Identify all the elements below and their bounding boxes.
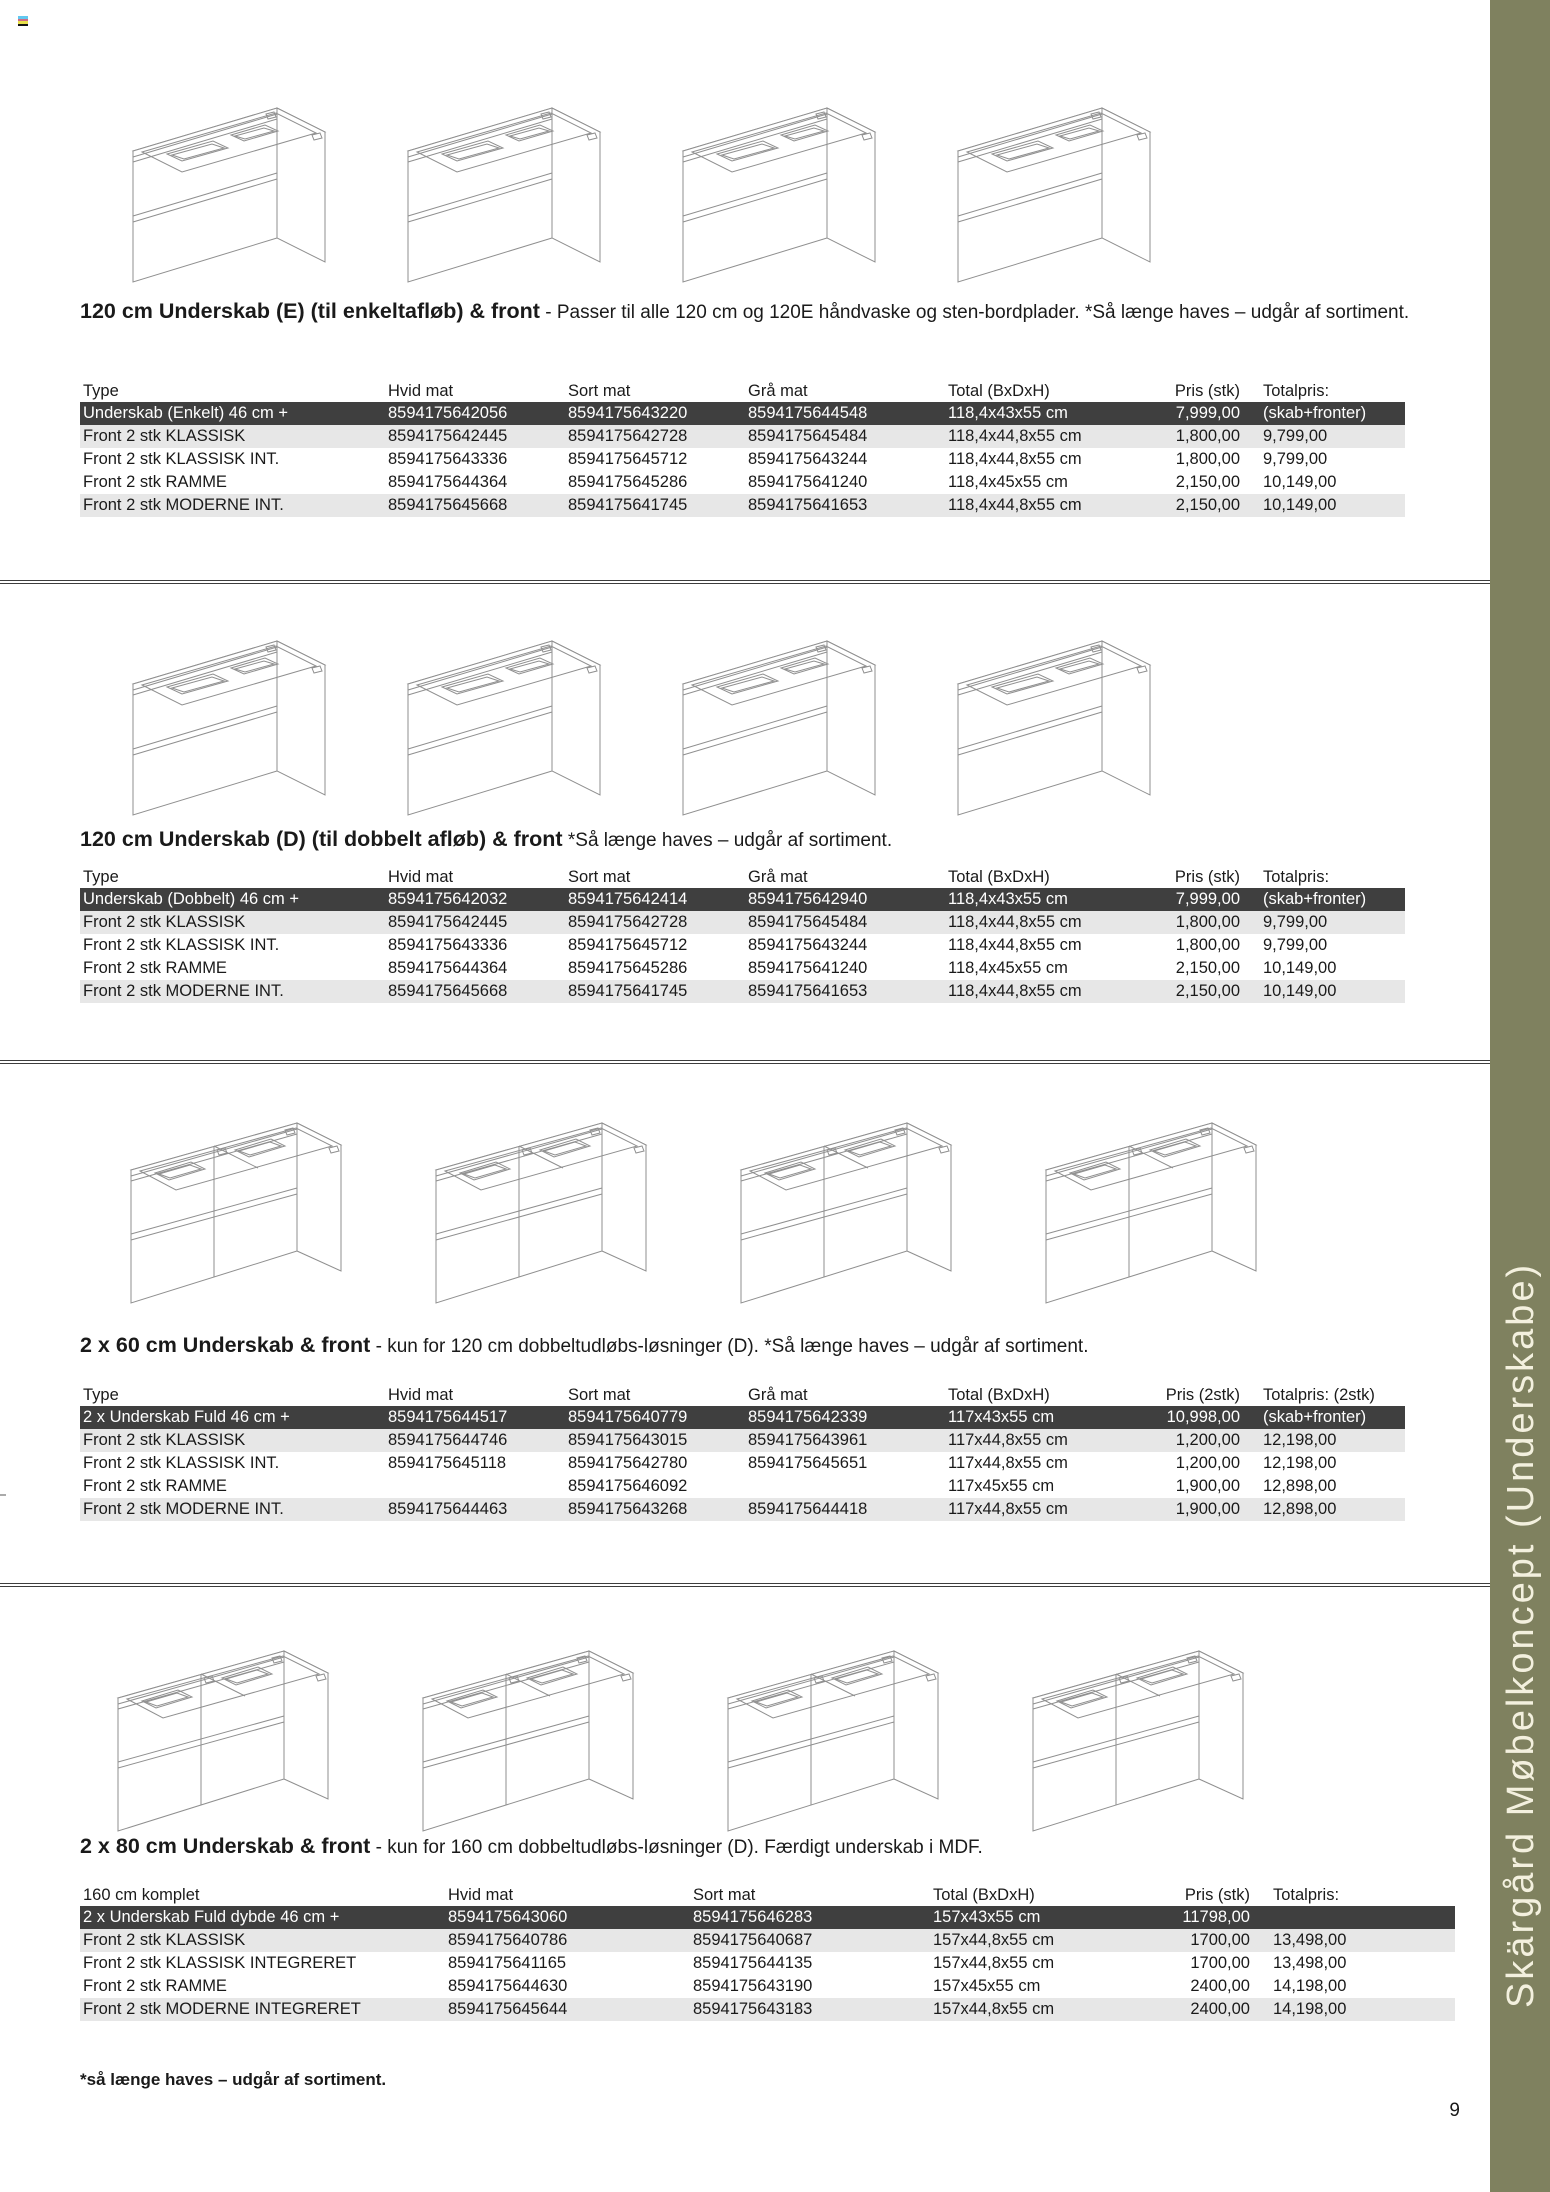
table-row (80, 471, 1405, 494)
table-cell: 117x43x55 cm (948, 1408, 1055, 1427)
column-header: Pris (2stk) (1165, 1385, 1240, 1404)
column-header: Hvid mat (388, 867, 454, 886)
section-heading-4 (80, 1833, 1435, 1861)
table-cell: 8594175644630 (448, 1977, 568, 1996)
table-cell: 8594175642940 (748, 890, 868, 909)
table-cell: 1,900,00 (1175, 1477, 1240, 1496)
table-cell: 7,999,00 (1175, 890, 1240, 909)
table-header-row (80, 376, 1405, 402)
table-cell: 8594175643336 (388, 936, 508, 955)
table-cell: 8594175644548 (748, 404, 868, 423)
table-cell (745, 1475, 945, 1498)
table-row (80, 934, 1405, 957)
column-header: Type (83, 1385, 119, 1404)
table-cell (385, 1475, 565, 1498)
column-header: 160 cm komplet (83, 1885, 200, 1904)
table-cell: 118,4x44,8x55 cm (948, 936, 1082, 955)
cabinet-illustration (125, 618, 340, 828)
table-cell: 2,150,00 (1175, 496, 1240, 515)
table-cell: 14,198,00 (1273, 1977, 1347, 1996)
table-cell: 157x44,8x55 cm (933, 2000, 1055, 2019)
table-cell: 1,800,00 (1175, 936, 1240, 955)
section-divider (0, 1060, 1490, 1064)
cabinet-illustration (722, 1628, 967, 1843)
section-subtitle: - kun for 120 cm dobbeltudløbs-løsninger (D). *Så længe haves – udgår af sortiment. (370, 1336, 1089, 1357)
table-cell: 8594175646092 (568, 1477, 688, 1496)
table-cell: Front 2 stk KLASSISK (83, 1431, 246, 1450)
cabinet-illustration (400, 85, 615, 295)
footnote: *så længe haves – udgår af sortiment. (80, 2070, 387, 2089)
section-heading-3 (80, 1332, 1435, 1360)
table-cell: 8594175643060 (448, 1908, 568, 1927)
table-cell: 8594175644746 (388, 1431, 508, 1450)
column-header: Hvid mat (388, 381, 454, 400)
table-cell: 12,198,00 (1263, 1431, 1337, 1450)
column-header: Grå mat (748, 1385, 808, 1404)
table-cell: 8594175644364 (388, 473, 508, 492)
cabinet-illustrations-row-2 (125, 618, 1165, 828)
table-cell: Front 2 stk KLASSISK INT. (83, 450, 280, 469)
table-cell: 1,800,00 (1175, 450, 1240, 469)
sidebar-vertical-label: Skärgård Møbelkoncept (Underskabe) (1500, 1261, 1542, 2008)
column-header: Type (83, 867, 119, 886)
table-cell: 12,898,00 (1263, 1477, 1337, 1496)
table-row (80, 425, 1405, 448)
table-cell: 8594175640687 (693, 1931, 813, 1950)
table-cell: 8594175643190 (693, 1977, 813, 1996)
column-header: Sort mat (568, 381, 631, 400)
column-header: Total (BxDxH) (948, 381, 1050, 400)
table-cell: 8594175643244 (748, 450, 868, 469)
cabinet-illustration (675, 85, 890, 295)
table-cell: 2,150,00 (1175, 959, 1240, 978)
table-row (80, 888, 1405, 911)
column-header: Grå mat (748, 867, 808, 886)
table-cell: 2400,00 (1190, 2000, 1250, 2019)
table-cell: 10,998,00 (1166, 1408, 1240, 1427)
section-subtitle: *Så længe haves – udgår af sortiment. (562, 830, 893, 851)
table-cell: (skab+fronter) (1263, 404, 1367, 423)
table-cell: 1,800,00 (1175, 913, 1240, 932)
table-row (80, 1498, 1405, 1521)
table-cell (1270, 1906, 1455, 1929)
table-row (80, 1475, 1405, 1498)
table-row (80, 957, 1405, 980)
cabinet-illustration (950, 618, 1165, 828)
table-cell: Front 2 stk MODERNE INT. (83, 982, 284, 1001)
print-registration-mark (18, 16, 28, 26)
table-cell: 157x44,8x55 cm (933, 1954, 1055, 1973)
cabinet-illustration (675, 618, 890, 828)
section-divider (0, 580, 1490, 584)
table-row (80, 980, 1405, 1003)
table-cell: 10,149,00 (1263, 496, 1337, 515)
table-cell: 8594175644517 (388, 1408, 508, 1427)
table-cell: 118,4x43x55 cm (948, 890, 1068, 909)
table-header-row (80, 1380, 1405, 1406)
cabinet-illustration (417, 1628, 662, 1843)
table-cell: Front 2 stk KLASSISK INTEGRERET (83, 1954, 357, 1973)
table-cell: 8594175641745 (568, 982, 688, 1001)
table-cell: (skab+fronter) (1263, 1408, 1367, 1427)
table-cell: 2,150,00 (1175, 473, 1240, 492)
table-cell: 1700,00 (1190, 1954, 1250, 1973)
table-cell: Front 2 stk KLASSISK INT. (83, 1454, 280, 1473)
table-cell: 8594175643244 (748, 936, 868, 955)
table-cell: 10,149,00 (1263, 473, 1337, 492)
table-cell: Front 2 stk KLASSISK (83, 913, 246, 932)
table-cell: 2,150,00 (1175, 982, 1240, 1001)
table-cell: 8594175642414 (568, 890, 688, 909)
table-cell: 8594175645651 (748, 1454, 868, 1473)
column-header: Total (BxDxH) (948, 1385, 1050, 1404)
table-cell: 8594175640779 (568, 1408, 688, 1427)
table-cell: 1,900,00 (1175, 1500, 1240, 1519)
table-cell: 8594175642780 (568, 1454, 688, 1473)
table-cell: 13,498,00 (1273, 1931, 1347, 1950)
sidebar (1490, 0, 1550, 2192)
table-cell: 8594175645668 (388, 496, 508, 515)
table-cell: 8594175641240 (748, 473, 868, 492)
table-row (80, 1975, 1455, 1998)
column-header: Total (BxDxH) (933, 1885, 1035, 1904)
table-row (80, 1406, 1405, 1429)
column-header: Totalpris: (1263, 867, 1330, 886)
column-header: Hvid mat (448, 1885, 514, 1904)
table-cell: 1,800,00 (1175, 427, 1240, 446)
table-cell: 8594175642445 (388, 427, 508, 446)
price-table-2 (80, 862, 1405, 1003)
table-cell: 8594175642728 (568, 427, 688, 446)
cabinet-illustration (430, 1100, 675, 1315)
table-cell: 8594175641653 (748, 982, 868, 1001)
table-cell: 8594175644364 (388, 959, 508, 978)
page-number: 9 (1449, 2100, 1460, 2121)
table-header-row (80, 1880, 1455, 1906)
table-cell: 8594175643183 (693, 2000, 813, 2019)
table-cell: 9,799,00 (1263, 427, 1328, 446)
cabinet-illustration (125, 1100, 370, 1315)
table-cell: Front 2 stk RAMME (83, 1977, 227, 1996)
table-cell: 8594175645712 (568, 450, 688, 469)
table-cell: Front 2 stk KLASSISK (83, 1931, 246, 1950)
table-cell: 8594175645644 (448, 2000, 568, 2019)
print-tick (0, 1494, 6, 1496)
section-title: 2 x 80 cm Underskab & front (80, 1834, 371, 1858)
table-header-row (80, 862, 1405, 888)
table-cell: 2 x Underskab Fuld 46 cm + (83, 1408, 290, 1427)
table-row (80, 448, 1405, 471)
cabinet-illustration (1027, 1628, 1272, 1843)
table-row (80, 1452, 1405, 1475)
table-cell: 8594175643336 (388, 450, 508, 469)
table-cell: 11798,00 (1182, 1908, 1250, 1927)
table-cell: 8594175642032 (388, 890, 508, 909)
section-title: 2 x 60 cm Underskab & front (80, 1333, 371, 1357)
cabinet-illustrations-row-3 (125, 1100, 1285, 1315)
table-cell: 8594175640786 (448, 1931, 568, 1950)
cabinet-illustration (1040, 1100, 1285, 1315)
column-header: Pris (stk) (1174, 867, 1240, 886)
table-cell: 118,4x45x55 cm (948, 959, 1068, 978)
table-cell: 117x44,8x55 cm (948, 1454, 1068, 1473)
table-cell: Front 2 stk RAMME (83, 959, 227, 978)
section-subtitle: - kun for 160 cm dobbeltudløbs-løsninger (D). Færdigt underskab i MDF. (370, 1837, 983, 1858)
table-cell: 117x44,8x55 cm (948, 1500, 1068, 1519)
table-cell: Underskab (Enkelt) 46 cm + (83, 404, 288, 423)
cabinet-illustration (950, 85, 1165, 295)
table-row (80, 402, 1405, 425)
table-cell: 7,999,00 (1175, 404, 1240, 423)
table-cell: 8594175644463 (388, 1500, 508, 1519)
table-cell: 8594175642445 (388, 913, 508, 932)
table-cell: 1,200,00 (1175, 1431, 1240, 1450)
table-cell: 9,799,00 (1263, 913, 1328, 932)
column-header: Pris (stk) (1184, 1885, 1250, 1904)
table-cell: Front 2 stk MODERNE INTEGRERET (83, 2000, 361, 2019)
table-cell: 118,4x43x55 cm (948, 404, 1068, 423)
cabinet-illustration (735, 1100, 980, 1315)
table-cell: 8594175643220 (568, 404, 688, 423)
table-cell: 8594175645118 (388, 1454, 507, 1473)
table-cell: 8594175642339 (748, 1408, 868, 1427)
cabinet-illustration (400, 618, 615, 828)
table-cell: 8594175641745 (568, 496, 688, 515)
column-header: Pris (stk) (1174, 381, 1240, 400)
section-subtitle: - Passer til alle 120 cm og 120E håndvaske og sten-bordplader. *Så længe haves – udgår af sortiment. (539, 302, 1410, 323)
table-row (80, 494, 1405, 517)
table-cell: Front 2 stk RAMME (83, 473, 227, 492)
price-table-3 (80, 1380, 1405, 1521)
table-cell: 118,4x44,8x55 cm (948, 913, 1082, 932)
table-cell: 8594175645484 (748, 427, 868, 446)
table-row (80, 1998, 1455, 2021)
column-header: Grå mat (748, 381, 808, 400)
table-cell: 8594175642056 (388, 404, 508, 423)
table-cell: 14,198,00 (1273, 2000, 1347, 2019)
table-cell: 1700,00 (1190, 1931, 1250, 1950)
table-cell: 8594175643015 (568, 1431, 688, 1450)
table-cell: 9,799,00 (1263, 936, 1328, 955)
section-heading-1 (80, 298, 1435, 326)
column-header: Hvid mat (388, 1385, 454, 1404)
table-cell: 8594175641653 (748, 496, 868, 515)
table-cell: 157x43x55 cm (933, 1908, 1041, 1927)
table-cell: Front 2 stk RAMME (83, 1477, 227, 1496)
cabinet-illustrations-row-1 (125, 85, 1165, 295)
table-cell: 8594175641165 (448, 1954, 567, 1973)
column-header: Totalpris: (2stk) (1263, 1385, 1375, 1404)
table-cell: Underskab (Dobbelt) 46 cm + (83, 890, 299, 909)
table-cell: 118,4x44,8x55 cm (948, 496, 1082, 515)
table-cell: 12,198,00 (1263, 1454, 1337, 1473)
section-divider (0, 1583, 1490, 1587)
table-cell: 157x45x55 cm (933, 1977, 1041, 1996)
column-header: Sort mat (693, 1885, 756, 1904)
table-row (80, 1952, 1455, 1975)
cabinet-illustration (112, 1628, 357, 1843)
section-heading-2 (80, 826, 1435, 854)
table-cell: 118,4x45x55 cm (948, 473, 1068, 492)
price-table-1 (80, 376, 1405, 517)
table-cell: 8594175643961 (748, 1431, 868, 1450)
table-cell: 118,4x44,8x55 cm (948, 982, 1082, 1001)
reg-stripe-black (18, 24, 28, 27)
table-cell: Front 2 stk KLASSISK INT. (83, 936, 280, 955)
column-header: Sort mat (568, 1385, 631, 1404)
table-cell: 9,799,00 (1263, 450, 1328, 469)
table-cell: Front 2 stk KLASSISK (83, 427, 246, 446)
table-cell: 117x45x55 cm (948, 1477, 1055, 1496)
column-header: Total (BxDxH) (948, 867, 1050, 886)
cabinet-illustrations-row-4 (112, 1628, 1272, 1843)
table-cell: 8594175644135 (693, 1954, 813, 1973)
table-cell: 8594175645484 (748, 913, 868, 932)
table-row (80, 1929, 1455, 1952)
table-cell: 13,498,00 (1273, 1954, 1347, 1973)
table-cell: 8594175643268 (568, 1500, 688, 1519)
cabinet-illustration (125, 85, 340, 295)
table-row (80, 1429, 1405, 1452)
table-cell: 8594175644418 (748, 1500, 868, 1519)
table-cell: Front 2 stk MODERNE INT. (83, 1500, 284, 1519)
table-cell: 118,4x44,8x55 cm (948, 450, 1082, 469)
table-cell: 118,4x44,8x55 cm (948, 427, 1082, 446)
table-cell: 157x44,8x55 cm (933, 1931, 1055, 1950)
section-title: 120 cm Underskab (E) (til enkeltafløb) & front (80, 299, 540, 323)
table-cell: 8594175645286 (568, 959, 688, 978)
column-header: Type (83, 381, 119, 400)
table-cell: 8594175645668 (388, 982, 508, 1001)
section-title: 120 cm Underskab (D) (til dobbelt afløb) & front (80, 827, 563, 851)
price-table-4 (80, 1880, 1455, 2021)
table-row (80, 911, 1405, 934)
table-cell: 12,898,00 (1263, 1500, 1337, 1519)
table-cell: 10,149,00 (1263, 982, 1337, 1001)
table-cell: 117x44,8x55 cm (948, 1431, 1068, 1450)
table-cell: 2400,00 (1190, 1977, 1250, 1996)
table-cell: 8594175645712 (568, 936, 688, 955)
table-cell: 1,200,00 (1175, 1454, 1240, 1473)
table-cell: 8594175645286 (568, 473, 688, 492)
table-cell: 8594175641240 (748, 959, 868, 978)
table-cell: Front 2 stk MODERNE INT. (83, 496, 284, 515)
column-header: Totalpris: (1263, 381, 1330, 400)
table-cell: 8594175646283 (693, 1908, 813, 1927)
column-header: Sort mat (568, 867, 631, 886)
table-row (80, 1906, 1455, 1929)
table-cell: 10,149,00 (1263, 959, 1337, 978)
table-cell: 2 x Underskab Fuld dybde 46 cm + (83, 1908, 340, 1927)
table-cell: 8594175642728 (568, 913, 688, 932)
column-header: Totalpris: (1273, 1885, 1340, 1904)
table-cell: (skab+fronter) (1263, 890, 1367, 909)
